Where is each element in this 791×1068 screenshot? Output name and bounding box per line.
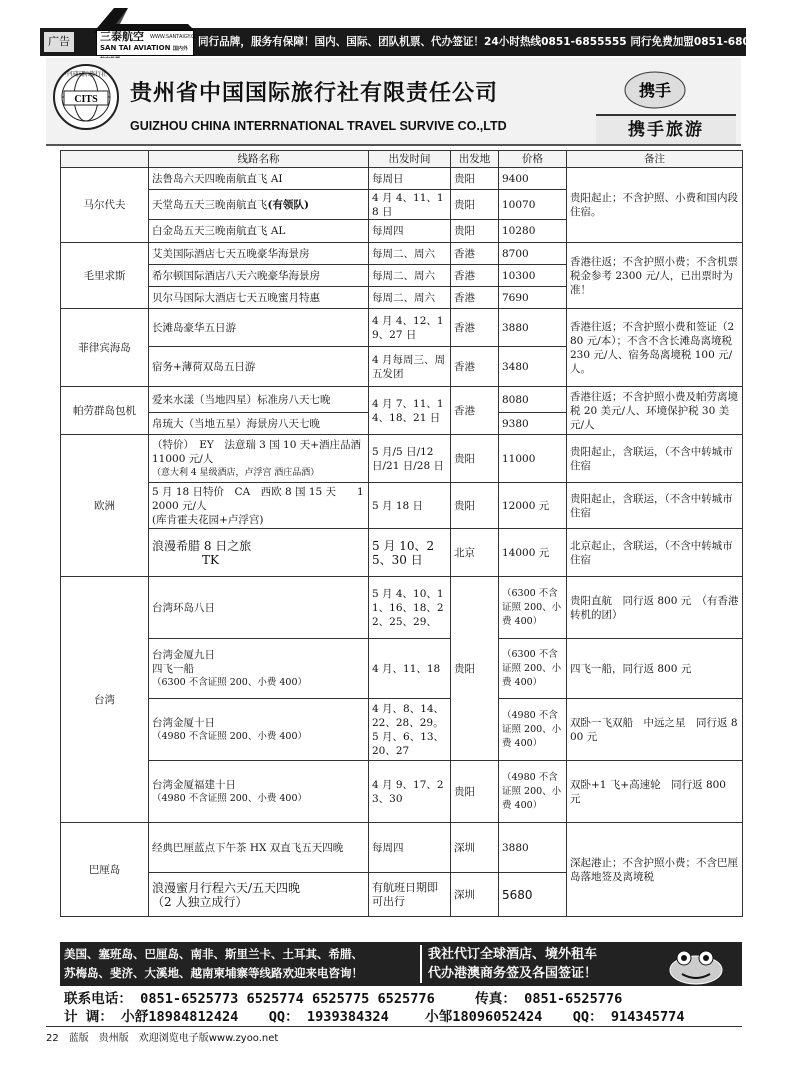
ad-logo-en-text: SAN TAI AVIATION (100, 44, 171, 52)
depart-city: 贵阳 (451, 483, 499, 529)
price: （6300 不含证照 200、小费 400） (499, 577, 567, 639)
price: 5680 (499, 873, 567, 917)
route-sub: （2 人独立成行） (152, 894, 248, 909)
depart-date: 5 月/5 日/12 日/21 日/28 日 (369, 435, 451, 483)
route-name: 爱来水漾（当地四星）标准房八天七晚 (149, 387, 369, 413)
phone-label: 联系电话： (64, 991, 132, 1007)
depart-city: 香港 (451, 287, 499, 309)
price: 10280 (499, 220, 567, 243)
route-name: 经典巴厘蓝点下午茶 HX 双直飞五天四晚 (149, 823, 369, 873)
frog-mascot-icon (652, 944, 738, 986)
promo-line: 苏梅岛、斐济、大溪地、越南柬埔寨等线路欢迎来电咨询！ (64, 966, 363, 980)
route-name-text: 台湾金厦十日 (152, 716, 215, 729)
fax-number[interactable]: 0851-6525776 (524, 991, 623, 1007)
ad-slogan: 同行品牌，服务有保障！国内、国际、团队机票、代办签证！24小时热线0851-6855555 同行免费加盟0851-6800323-3 (198, 36, 791, 48)
depart-city: 香港 (451, 265, 499, 287)
route-name: 法鲁岛六天四晚南航直飞 AI (149, 168, 369, 190)
route-name: 艾美国际酒店七天五晚豪华海景房 (149, 243, 369, 265)
route-name (149, 699, 369, 761)
depart-date: 4 月 7、11、14、18、21 日 (369, 387, 451, 435)
region-europe: 欧洲 (61, 435, 149, 577)
route-name (149, 190, 369, 220)
route-name: 台湾环岛八日 (149, 577, 369, 639)
table-row (61, 529, 743, 577)
planner-1[interactable]: 小舒18984812424 (121, 1009, 239, 1025)
depart-date: 4 月、8、14、22、28、29。5 月、6、13、20、27 (369, 699, 451, 761)
brand-logo-text: 携手 (638, 81, 672, 100)
region-maldives: 马尔代夫 (61, 168, 149, 243)
qq-label: QQ： (572, 1009, 603, 1025)
col-header-note: 备注 (567, 151, 743, 168)
planner-label: 计 调： (64, 1009, 113, 1025)
company-name-en: GUIZHOU CHINA INTERRNATIONAL TRAVEL SURVIVE CO.,LTD (130, 119, 507, 133)
price: 3880 (499, 823, 567, 873)
note: 双卧+1 飞+高速轮 同行返 800 元 (567, 761, 743, 823)
note: 双卧一飞双船 中远之星 同行返 800 元 (567, 699, 743, 761)
region-palau: 帕劳群岛包机 (61, 387, 149, 435)
phone-numbers[interactable]: 0851-6525773 6525774 6525775 6525776 (140, 991, 435, 1007)
route-name-text: （特价） EY 法意瑞 3 国 10 天+酒庄品酒 11000 元/人 (152, 438, 383, 465)
depart-city: 贵阳 (451, 577, 499, 761)
price: 11000 (499, 435, 567, 483)
route-name: 宿务+薄荷双岛五日游 (149, 347, 369, 387)
note-bali: 深起港止；不含护照小费；不含巴厘岛落地签及离境税 (567, 823, 743, 917)
route-sub: 四飞一船 (152, 662, 194, 675)
table-row (61, 483, 743, 529)
price: 7690 (499, 287, 567, 309)
route-sub: (库肯霍夫花园+卢浮宫) (152, 513, 264, 526)
table-row (61, 435, 743, 483)
route-sub: （4980 不含证照 200、小费 400） (152, 730, 308, 742)
route-name-text: 浪漫蜜月行程六天/五天四晚 (152, 880, 301, 895)
note-philippines: 香港往返；不含护照小费和签证（280 元/本）；不含不含长滩岛离境税 230 元/人、宿务岛离境税 100 元/人。 (567, 309, 743, 387)
region-bali: 巴厘岛 (61, 823, 149, 917)
route-name-text: 浪漫希腊 8 日之旅 (152, 538, 252, 553)
depart-date: 4 月 4、12、19、27 日 (369, 309, 451, 347)
company-name-cn: 贵州省中国国际旅行社有限责任公司 (130, 81, 499, 106)
contact-planner-row (64, 1008, 744, 1026)
note: 四飞一船，同行返 800 元 (567, 639, 743, 699)
route-name-text: 台湾金厦九日 (152, 648, 215, 661)
note: 贵阳起止，含联运，（不含中转城市住宿 (567, 435, 743, 483)
route-name (149, 483, 369, 529)
depart-city: 北京 (451, 529, 499, 577)
price: 9400 (499, 168, 567, 190)
note-maldives: 贵阳起止；不含护照、小费和国内段住宿。 (567, 168, 743, 243)
depart-city: 贵阳 (451, 761, 499, 823)
depart-city: 香港 (451, 387, 499, 435)
table-row (61, 168, 743, 190)
table-row (61, 387, 743, 413)
brand-logo-icon (620, 66, 690, 112)
note: 北京起止，含联运，（不含中转城市住宿 (567, 529, 743, 577)
contact-phone-row (64, 990, 744, 1008)
depart-city: 香港 (451, 243, 499, 265)
cits-abbr: CITS (74, 94, 98, 105)
route-extra: (有领队) (267, 198, 309, 211)
promo-divider (420, 945, 422, 983)
qq-2[interactable]: 914345774 (610, 1009, 685, 1025)
price: 3480 (499, 347, 567, 387)
route-name (149, 529, 369, 577)
route-name: 白金岛五天三晚南航直飞 AL (149, 220, 369, 243)
depart-city: 香港 (451, 309, 499, 347)
price: 10070 (499, 190, 567, 220)
depart-date: 4 月每周三、周五发团 (369, 347, 451, 387)
col-header-price: 价格 (499, 151, 567, 168)
route-name: 长滩岛豪华五日游 (149, 309, 369, 347)
route-sub: TK (202, 552, 219, 567)
table-row (61, 577, 743, 639)
depart-date: 每周二、周六 (369, 243, 451, 265)
route-sub: （4980 不含证照 200、小费 400） (152, 792, 308, 804)
brand-name: 携手旅游 (596, 114, 736, 144)
promo-services (428, 945, 648, 983)
depart-date: 5 月 4、10、11、16、18、22、25、29、 (369, 577, 451, 639)
depart-date: 5 月 18 日 (369, 483, 451, 529)
region-taiwan: 台湾 (61, 577, 149, 823)
cits-logo-text: 中国国际旅行社 (64, 71, 108, 78)
depart-date: 4 月 9、17、23、30 (369, 761, 451, 823)
price: （4980 不含证照 200、小费 400） (499, 761, 567, 823)
depart-date: 每周四 (369, 220, 451, 243)
col-header-date: 出发时间 (369, 151, 451, 168)
note: 贵阳直航 同行返 800 元 （有香港转机的团） (567, 577, 743, 639)
note: 贵阳起止，含联运，（不含中转城市住宿 (567, 483, 743, 529)
depart-city: 贵阳 (451, 168, 499, 190)
price: 10300 (499, 265, 567, 287)
fax-label: 传真： (475, 991, 516, 1007)
depart-date: 每周四 (369, 823, 451, 873)
promo-line: 代办港澳商务签及各国签证！ (428, 966, 598, 981)
depart-date: 有航班日期即可出行 (369, 873, 451, 917)
route-name (149, 761, 369, 823)
route-name (149, 639, 369, 699)
depart-city: 贵阳 (451, 220, 499, 243)
promo-destinations (64, 945, 416, 983)
depart-date: 4 月 4、11、18 日 (369, 190, 451, 220)
price: 8700 (499, 243, 567, 265)
route-name (149, 873, 369, 917)
ad-logo-cn: 三泰航空 (100, 30, 144, 43)
route-name: 希尔顿国际酒店八天六晚豪华海景房 (149, 265, 369, 287)
ad-logo-en (100, 43, 190, 53)
depart-city: 深圳 (451, 823, 499, 873)
ad-tag: 广告 (44, 32, 74, 52)
price: （6300 不含证照 200、小费 400） (499, 639, 567, 699)
cits-globe-logo-icon (52, 63, 120, 131)
route-name-text: 天堂岛五天三晚南航直飞 (152, 198, 268, 211)
depart-city: 贵阳 (451, 190, 499, 220)
col-header-route: 线路名称 (149, 151, 369, 168)
depart-date: 5 月 10、25、30 日 (369, 529, 451, 577)
region-mauritius: 毛里求斯 (61, 243, 149, 309)
region-philippines: 菲律宾海岛 (61, 309, 149, 387)
price: （4980 不含证照 200、小费 400） (499, 699, 567, 761)
depart-date: 每周二、周六 (369, 265, 451, 287)
depart-city: 香港 (451, 347, 499, 387)
price: 12000 元 (499, 483, 567, 529)
table-row (61, 761, 743, 823)
col-header-city: 出发地 (451, 151, 499, 168)
ad-logo-url[interactable]: WWW.SANTAIGY.COM (150, 34, 203, 40)
depart-date: 每周日 (369, 168, 451, 190)
planner-2[interactable]: 小邹18096052424 (425, 1009, 543, 1025)
note-palau: 香港往返；不含护照小费及帕劳离境税 20 美元/人、环境保护税 30 美元/人 (567, 387, 743, 435)
route-name-text: 台湾金厦福建十日 (152, 778, 236, 791)
depart-city: 贵阳 (451, 435, 499, 483)
route-sub: （意大利 4 星级酒店，卢浮宫 酒庄品酒） (152, 467, 320, 478)
page-footer: 22 蓝版 贵州版 欢迎浏览电子版www.zyoo.net (46, 1033, 279, 1044)
qq-1[interactable]: 1939384324 (306, 1009, 389, 1025)
table-row (61, 823, 743, 873)
route-sub2: （6300 不含证照 200、小费 400） (152, 676, 308, 688)
footer-rule (46, 1026, 742, 1027)
note-mauritius: 香港往返；不含护照小费；不含机票税金参考 2300 元/人，已出票时为准！ (567, 243, 743, 309)
qq-label: QQ： (268, 1009, 299, 1025)
route-name (149, 435, 383, 483)
depart-date: 4 月、11、18 (369, 639, 451, 699)
route-name: 帛琉大（当地五星）海景房八天七晚 (149, 413, 369, 435)
depart-city: 深圳 (451, 873, 499, 917)
table-row (61, 243, 743, 265)
price: 3880 (499, 309, 567, 347)
depart-date: 每周二、周六 (369, 287, 451, 309)
table-row (61, 309, 743, 347)
table-row (61, 699, 743, 761)
table-row (61, 639, 743, 699)
ad-logo-sub: 国内外 (172, 46, 188, 52)
price: 14000 元 (499, 529, 567, 577)
promo-line: 美国、塞班岛、巴厘岛、南非、斯里兰卡、土耳其、希腊、 (64, 947, 363, 961)
price: 8080 (499, 387, 567, 413)
route-table (60, 150, 743, 917)
route-name: 贝尔马国际大酒店七天五晚蜜月特惠 (149, 287, 369, 309)
col-header-region (61, 151, 149, 168)
route-name-text: 5 月 18 日特价 CA 西欧 8 国 15 天 12000 元/人 (152, 485, 364, 512)
promo-line: 我社代订全球酒店、境外租车 (428, 947, 598, 962)
price: 9380 (499, 413, 567, 435)
